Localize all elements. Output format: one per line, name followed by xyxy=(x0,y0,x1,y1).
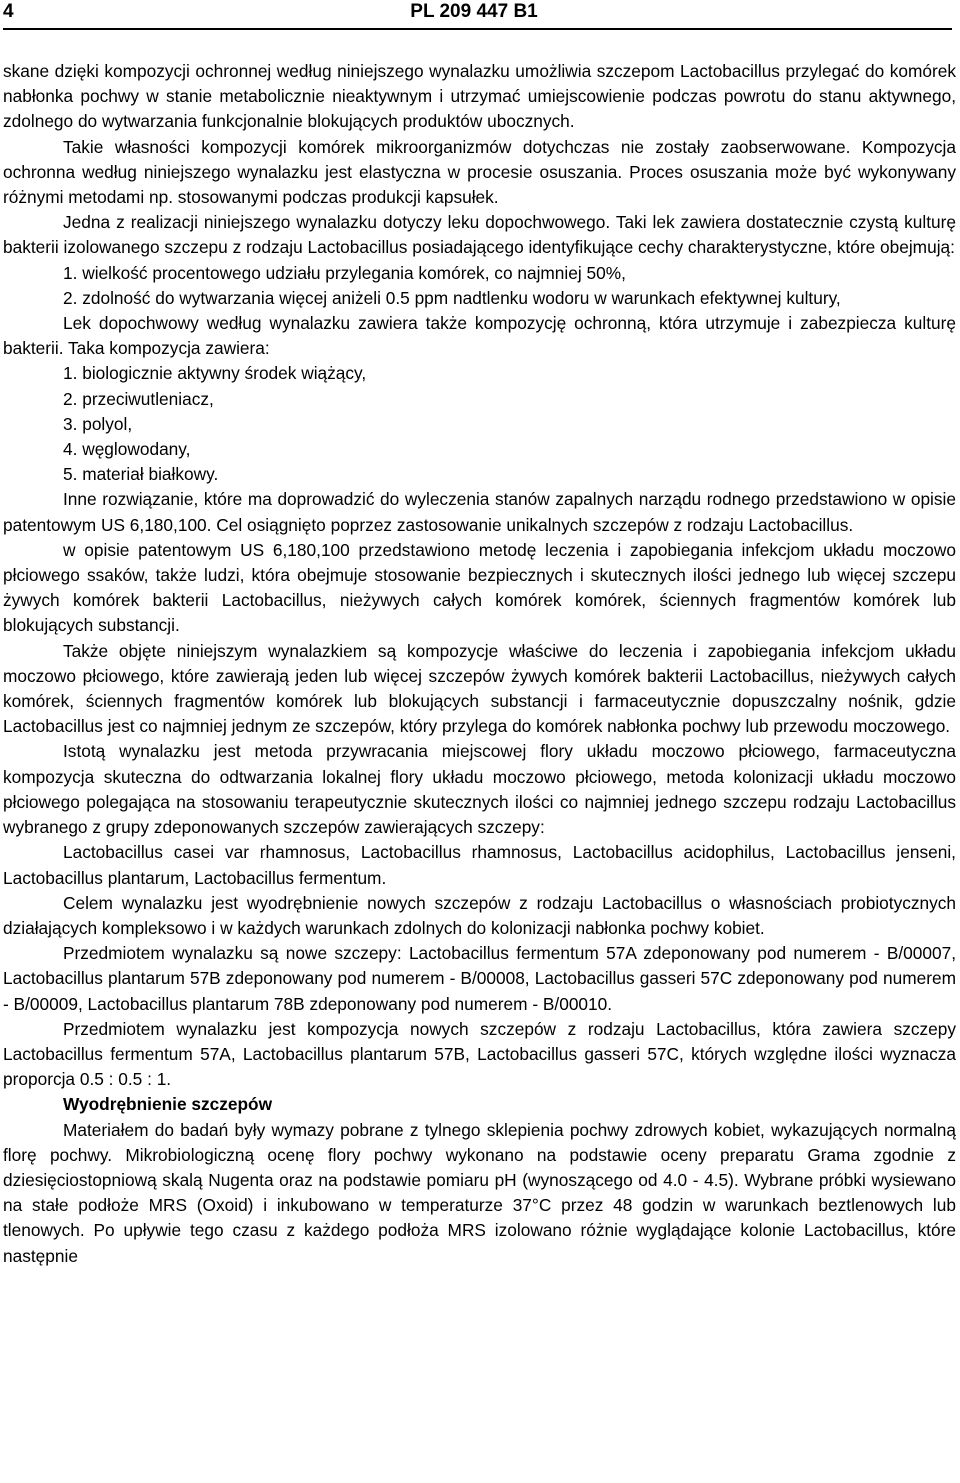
paragraph: Takie własności kompozycji komórek mikroorganizmów dotychczas nie zostały zaobserwowane. Kompozycja ochronna według niniejszego wynalazku jest elastyczna w procesie osuszania. Proces osuszania może być wykonywany różnymi metodami np. stosowanymi podczas produkcji kapsułek. xyxy=(3,136,956,208)
list-item: 2. przeciwutleniacz, xyxy=(63,388,214,409)
document-id: PL 209 447 B1 xyxy=(410,1,538,22)
list-item: 4. węglowodany, xyxy=(63,439,191,460)
paragraph: Przedmiotem wynalazku są nowe szczepy: Lactobacillus fermentum 57A zdeponowany pod numerem - B/00007, Lactobacillus plantarum 57B zdeponowany pod numerem - B/00008, Lactobacillus gasseri 57C zdeponowany pod numerem - B/00009, Lactobacillus plantarum 78B zdeponowany pod numerem - B/00010. xyxy=(3,943,956,1014)
document-body xyxy=(3,59,956,1269)
list-item: 3. polyol, xyxy=(63,413,133,434)
paragraph: Jedna z realizacji niniejszego wynalazku dotyczy leku dopochwowego. Taki lek zawiera dostatecznie czystą kulturę bakterii izolowanego szczepu z rodzaju Lactobacillus posiadającego identyfikujące cechy charakterystyczne, które obejmują: xyxy=(3,212,956,258)
paragraph: Przedmiotem wynalazku jest kompozycja nowych szczepów z rodzaju Lactobacillus, która zawiera szczepy Lactobacillus fermentum 57A, Lactobacillus plantarum 57B, Lactobacillus gasseri 57C, których względne ilości wyznacza proporcja 0.5 : 0.5 : 1. xyxy=(3,1018,956,1090)
paragraph: Lek dopochwowy według wynalazku zawiera także kompozycję ochronną, która utrzymuje i zabezpiecza kulturę bakterii. Taka kompozycja zawiera: xyxy=(3,313,956,359)
paragraph: Także objęte niniejszym wynalazkiem są kompozycje właściwe do leczenia i zapobiegania infekcjom układu moczowo płciowego, które zawierają jeden lub więcej szczepów żywych komórek bakterii Lactobacillus, nieżywych całych komórek, ściennych fragmentów komórek lub blokujących substancji i farmaceutycznie dopuszczalny nośnik, gdzie Lactobacillus jest co najmniej jednym ze szczepów, który przylega do komórek nabłonka pochwy lub przewodu moczowego. xyxy=(3,640,956,737)
list-item: 2. zdolność do wytwarzania więcej aniżeli 0.5 ppm nadtlenku wodoru w warunkach efektywnej kultury, xyxy=(63,287,841,308)
paragraph: w opisie patentowym US 6,180,100 przedstawiono metodę leczenia i zapobiegania infekcjom układu moczowo płciowego ssaków, także ludzi, która obejmuje stosowanie bezpiecznych i skutecznych ilości jednego lub więcej szczepu żywych komórek bakterii Lactobacillus, nieżywych całych komórek komórek, ściennych fragmentów komórek lub blokujących substancji. xyxy=(3,539,956,636)
paragraph: Materiałem do badań były wymazy pobrane z tylnego sklepienia pochwy zdrowych kobiet, wykazujących normalną florę pochwy. Mikrobiologiczną ocenę flory pochwy wykonano na podstawie oceny preparatu Grama zgodnie z dziesięciostopniową skalą Nugenta oraz na podstawie pomiaru pH (wynoszącego od 4.0 - 4.5). Wybrane próbki wysiewano na stałe podłoże MRS (Oxoid) i inkubowano w temperaturze 37°C przez 48 godzin w warunkach beztlenowych lub tlenowych. Po upływie tego czasu z każdego podłoża MRS izolowano różnie wyglądające kolonie Lactobacillus, które następnie xyxy=(3,1119,956,1266)
paragraph: Lactobacillus casei var rhamnosus, Lactobacillus rhamnosus, Lactobacillus acidophilus, Lactobacillus jenseni, Lactobacillus plantarum, Lactobacillus fermentum. xyxy=(3,842,956,888)
paragraph: Celem wynalazku jest wyodrębnienie nowych szczepów z rodzaju Lactobacillus o własnościach probiotycznych działających kompleksowo i w każdych warunkach zdolnych do kolonizacji nabłonka pochwy kobiet. xyxy=(3,892,956,938)
list-item: 5. materiał białkowy. xyxy=(63,464,219,485)
paragraph: Inne rozwiązanie, które ma doprowadzić do wyleczenia stanów zapalnych narządu rodnego przedstawiono w opisie patentowym US 6,180,100. Cel osiągnięto poprzez zastosowanie unikalnych szczepów z rodzaju Lactobacillus. xyxy=(3,489,956,535)
paragraph: Istotą wynalazku jest metoda przywracania miejscowej flory układu moczowo płciowego, farmaceutyczna kompozycja skuteczna do odtwarzania lokalnej flory układu moczowo płciowego, metoda kolonizacji układu moczowo płciowego polegająca na stosowaniu terapeutycznie skutecznych ilości co najmniej jednego szczepu rodzaju Lactobacillus wybranego z grupy zdeponowanych szczepów zawierających szczepy: xyxy=(3,741,956,838)
section-heading: Wyodrębnienie szczepów xyxy=(63,1094,273,1115)
page-header xyxy=(3,0,945,26)
list-item: 1. biologicznie aktywny środek wiążący, xyxy=(63,363,367,384)
paragraph: skane dzięki kompozycji ochronnej według niniejszego wynalazku umożliwia szczepom Lactobacillus przylegać do komórek nabłonka pochwy w stanie metabolicznie nieaktywnym i utrzymać umiejscowienie podczas powrotu do stanu aktywnego, zdolnego do wytwarzania funkcjonalnie blokujących produktów ubocznych. xyxy=(3,61,956,132)
list-item: 1. wielkość procentowego udziału przylegania komórek, co najmniej 50%, xyxy=(63,262,626,283)
header-rule xyxy=(3,28,952,30)
page-number: 4 xyxy=(3,1,14,22)
